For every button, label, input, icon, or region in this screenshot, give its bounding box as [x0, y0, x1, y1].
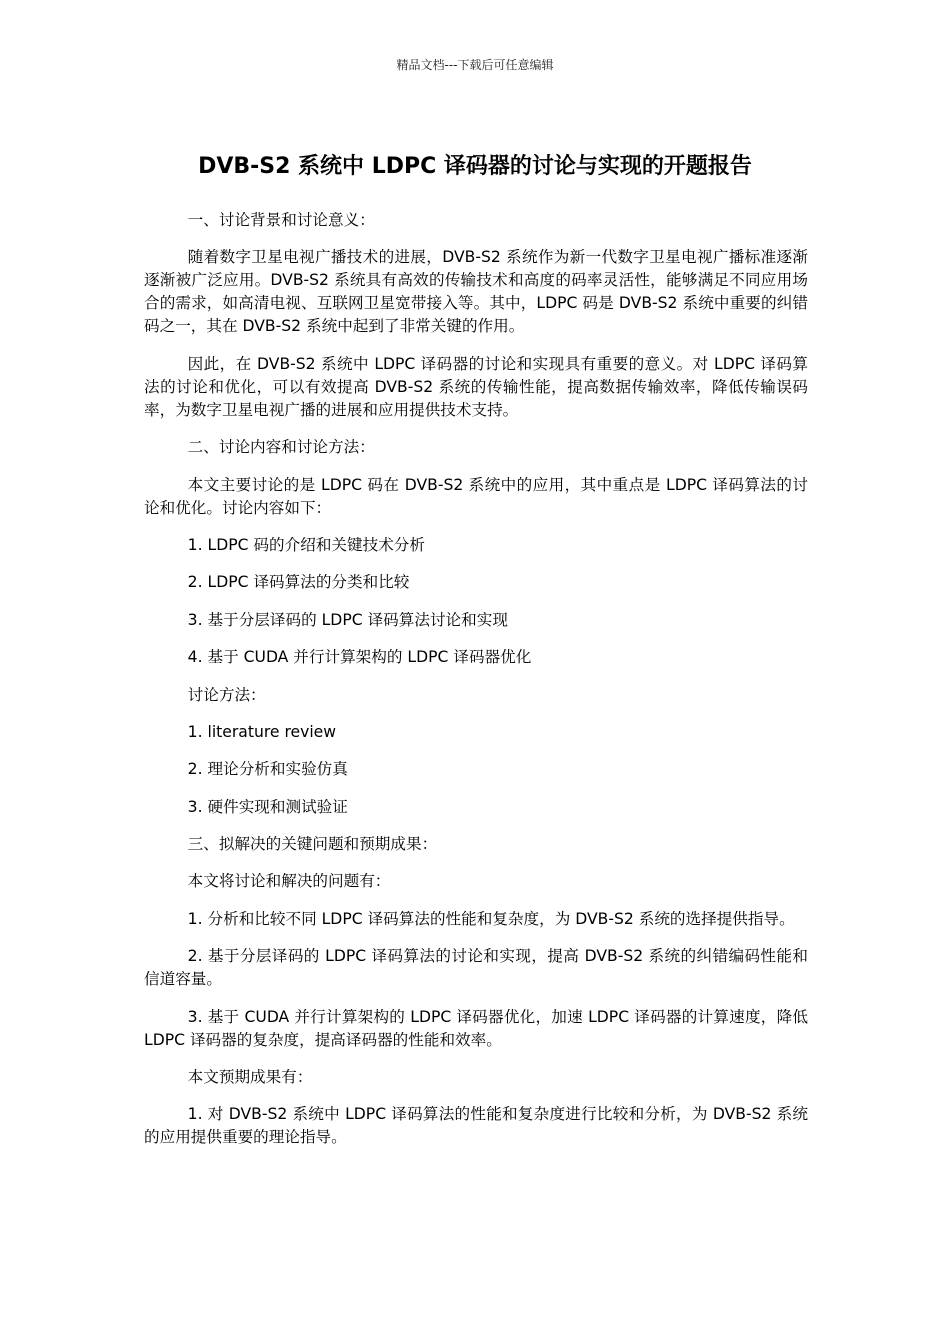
document-title: DVB-S2 系统中 LDPC 译码器的讨论与实现的开题报告 [198, 153, 752, 179]
method-item-3: 3. 硬件实现和测试验证 [187, 797, 348, 816]
results-intro: 本文预期成果有： [187, 1068, 313, 1087]
content-list-item-2: 2. LDPC 译码算法的分类和比较 [187, 573, 410, 592]
document-body [144, 209, 808, 1164]
paragraph-background: 随着数字卫星电视广播技术的进展，DVB-S2 系统作为新一代数字卫星电视广播标准逐渐逐渐被广泛应用。DVB-S2 系统具有高效的传输技术和高度的码率灵活性，能够满足不同应用场合的需求，如高清电视、互联网卫星宽带接入等。其中，LDPC 码是 DVB-S2 系统中重要的纠错码之一，其在 DVB-S2 系统中起到了非常关键的作用。 [144, 248, 808, 336]
content-list-item-3: 3. 基于分层译码的 LDPC 译码算法讨论和实现 [187, 610, 508, 629]
section-heading-background: 一、讨论背景和讨论意义： [187, 211, 375, 229]
problems-intro: 本文将讨论和解决的问题有： [187, 872, 391, 891]
section-heading-problems-results: 三、拟解决的关键问题和预期成果： [187, 835, 438, 854]
result-item-1: 1. 对 DVB-S2 系统中 LDPC 译码算法的性能和复杂度进行比较和分析，为 DVB-S2 系统的应用提供重要的理论指导。 [144, 1105, 808, 1147]
paragraph-significance: 因此，在 DVB-S2 系统中 LDPC 译码器的讨论和实现具有重要的意义。对 LDPC 译码算法的讨论和优化，可以有效提高 DVB-S2 系统的传输性能，提高数据传输效率，降低传输误码率，为数字卫星电视广播的进展和应用提供技术支持。 [144, 354, 808, 419]
paragraph-content-intro: 本文主要讨论的是 LDPC 码在 DVB-S2 系统中的应用，其中重点是 LDPC 译码算法的讨论和优化。讨论内容如下： [144, 475, 808, 517]
section-heading-content-method: 二、讨论内容和讨论方法： [187, 438, 375, 457]
content-list-item-4: 4. 基于 CUDA 并行计算架构的 LDPC 译码器优化 [187, 648, 532, 667]
method-item-2: 2. 理论分析和实验仿真 [187, 760, 348, 779]
content-list-item-1: 1. LDPC 码的介绍和关键技术分析 [187, 535, 425, 554]
problem-item-1: 1. 分析和比较不同 LDPC 译码算法的性能和复杂度，为 DVB-S2 系统的选择提供指导。 [187, 909, 795, 928]
method-item-1: 1. literature review [187, 722, 337, 741]
header-note: 精品文档---下载后可任意编辑 [396, 58, 554, 72]
problem-item-2: 2. 基于分层译码的 LDPC 译码算法的讨论和实现，提高 DVB-S2 系统的纠错编码性能和信道容量。 [144, 947, 808, 989]
methods-heading: 讨论方法： [187, 685, 266, 704]
problem-item-3: 3. 基于 CUDA 并行计算架构的 LDPC 译码器优化，加速 LDPC 译码器的计算速度，降低 LDPC 译码器的复杂度，提高译码器的性能和效率。 [144, 1007, 808, 1049]
